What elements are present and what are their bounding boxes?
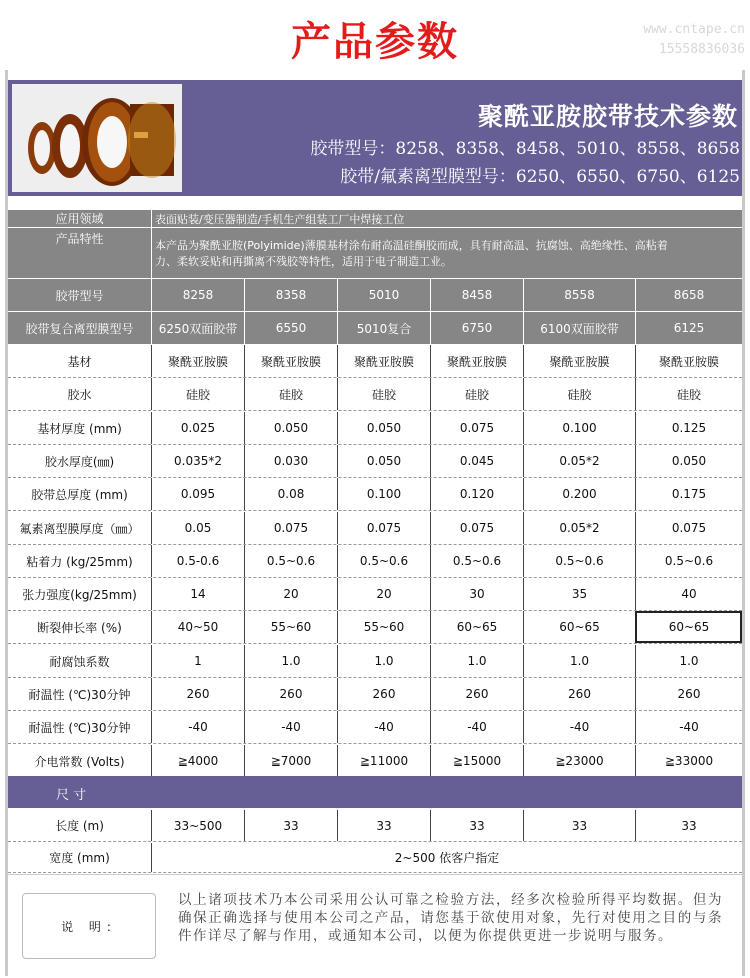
table-cell: 0.050 [244, 412, 337, 444]
table-cell: ≧11000 [337, 745, 430, 777]
table-row [8, 512, 742, 545]
row-label: 氟素离型膜厚度（㎜） [19, 521, 140, 536]
table-cell: 0.050 [635, 445, 742, 477]
table-cell: 0.05 [151, 512, 244, 544]
tape-roll-icon [12, 84, 182, 192]
table-row [8, 412, 742, 445]
table-cell: 0.045 [430, 445, 523, 477]
table-cell: 260 [430, 678, 523, 710]
size-section-header [8, 776, 742, 808]
width-row [8, 843, 742, 873]
tape-rolls-image [12, 84, 182, 192]
table-cell: 0.095 [151, 478, 244, 510]
table-row [8, 745, 742, 778]
row-label: 耐腐蚀系数 [49, 654, 110, 669]
table-cell: 40~50 [151, 611, 244, 643]
table-cell: 0.5~0.6 [635, 545, 742, 577]
table-cell: 0.05*2 [523, 445, 635, 477]
model-cell: 5010 [337, 279, 430, 311]
table-cell: 聚酰亚胺膜 [337, 345, 430, 377]
row-label: 耐温性 (℃)30分钟 [28, 720, 131, 735]
table-cell: -40 [337, 711, 430, 743]
table-cell: 硅胶 [523, 378, 635, 410]
table-cell: 0.5~0.6 [244, 545, 337, 577]
table-cell: 260 [244, 678, 337, 710]
table-cell: 20 [337, 578, 430, 610]
table-cell: 0.075 [430, 512, 523, 544]
table-cell: 20 [244, 578, 337, 610]
table-cell: 260 [635, 678, 742, 710]
application-label: 应用领域 [8, 210, 151, 227]
table-cell: 0.200 [523, 478, 635, 510]
length-cell: 33~500 [151, 810, 244, 841]
table-cell: 35 [523, 578, 635, 610]
table-cell: 40 [635, 578, 742, 610]
table-cell: 1.0 [523, 645, 635, 677]
table-cell: 260 [523, 678, 635, 710]
models-row [8, 279, 742, 311]
composite-cell: 5010复合 [337, 312, 430, 344]
application-row [8, 210, 742, 227]
row-label: 粘着力 (kg/25mm) [26, 554, 133, 569]
width-value: 2~500 依客户指定 [151, 843, 742, 872]
model-cell: 8558 [523, 279, 635, 311]
table-cell: 0.08 [244, 478, 337, 510]
table-cell: -40 [523, 711, 635, 743]
row-label: 胶带总厚度 (mm) [31, 487, 128, 502]
length-cell: 33 [337, 810, 430, 841]
table-cell: 聚酰亚胺膜 [430, 345, 523, 377]
table-row [8, 445, 742, 478]
table-row [8, 545, 742, 578]
composite-row [8, 312, 742, 344]
tape-models-line: 胶带型号：8258、8358、8458、5010、8558、8658 [310, 139, 740, 159]
note-text: 以上诸项技术乃本公司采用公认可靠之检验方法，经多次检验所得平均数据。但为确保正确选择与使用本公司之产品，请您基于欲使用对象，先行对使用之目的与条件作详尽了解与作用，或通知本公司，以便为你提供更进一步说明与服务。 [178, 892, 723, 944]
feature-value [151, 228, 742, 278]
composite-cell: 6125 [635, 312, 742, 344]
page-title: 产品参数 [291, 18, 459, 65]
table-row [8, 378, 742, 411]
table-cell: ≧23000 [523, 745, 635, 777]
row-label: 胶水厚度(㎜) [44, 454, 115, 469]
note-label: 说 明: [22, 893, 156, 959]
film-models-line: 胶带/氟素离型膜型号：6250、6550、6750、6125 [340, 167, 740, 187]
table-cell: 聚酰亚胺膜 [244, 345, 337, 377]
table-cell: 14 [151, 578, 244, 610]
table-cell: 1.0 [635, 645, 742, 677]
row-label: 断裂伸长率 (%) [37, 620, 122, 635]
table-row [8, 645, 742, 678]
composite-cell: 6750 [430, 312, 523, 344]
table-cell: 260 [151, 678, 244, 710]
table-cell: 0.5~0.6 [523, 545, 635, 577]
watermark-phone: 15558836036 [658, 42, 745, 57]
table-cell: -40 [635, 711, 742, 743]
row-label: 基材 [67, 354, 92, 369]
table-cell: 0.075 [635, 512, 742, 544]
table-cell: 0.5-0.6 [151, 545, 244, 577]
table-cell: 0.075 [337, 512, 430, 544]
table-cell: 60~65 [635, 611, 742, 643]
table-cell: 0.030 [244, 445, 337, 477]
top-banner [0, 0, 750, 68]
table-cell: 0.075 [244, 512, 337, 544]
table-row [8, 345, 742, 378]
row-label: 基材厚度 (mm) [37, 421, 122, 436]
table-cell: 硅胶 [244, 378, 337, 410]
table-cell: 260 [337, 678, 430, 710]
table-cell: 硅胶 [337, 378, 430, 410]
table-cell: 0.5~0.6 [430, 545, 523, 577]
table-cell: 硅胶 [430, 378, 523, 410]
table-cell: 0.05*2 [523, 512, 635, 544]
composite-cell: 6250双面胶带 [151, 312, 244, 344]
composite-cell: 6550 [244, 312, 337, 344]
models-label: 胶带型号 [8, 279, 151, 311]
table-cell: 0.050 [337, 412, 430, 444]
table-cell: 0.025 [151, 412, 244, 444]
table-cell: 1 [151, 645, 244, 677]
table-cell: ≧15000 [430, 745, 523, 777]
row-label: 张力强度(kg/25mm) [22, 587, 137, 602]
watermark-url: www.cntape.cn [643, 22, 745, 37]
row-label: 胶水 [67, 387, 92, 402]
length-label: 长度 (m) [55, 819, 104, 833]
table-cell: 1.0 [244, 645, 337, 677]
width-label: 宽度 (mm) [49, 851, 110, 865]
length-cell: 33 [635, 810, 742, 841]
feature-text-line: 力、柔软妥贴和再撕离不残胶等特性，适用于电子制造工业。 [155, 255, 452, 268]
table-cell: 0.5~0.6 [337, 545, 430, 577]
spec-title: 聚酰亚胺胶带技术参数 [477, 102, 738, 131]
model-cell: 8358 [244, 279, 337, 311]
table-cell: 1.0 [430, 645, 523, 677]
table-cell: 60~65 [523, 611, 635, 643]
table-cell: 硅胶 [151, 378, 244, 410]
length-cell: 33 [523, 810, 635, 841]
table-cell: 硅胶 [635, 378, 742, 410]
table-cell: 0.175 [635, 478, 742, 510]
model-cell: 8658 [635, 279, 742, 311]
table-cell: 0.050 [337, 445, 430, 477]
composite-cell: 6100双面胶带 [523, 312, 635, 344]
table-cell: 0.100 [337, 478, 430, 510]
table-cell: 60~65 [430, 611, 523, 643]
model-cell: 8458 [430, 279, 523, 311]
table-cell: 0.075 [430, 412, 523, 444]
table-cell: -40 [151, 711, 244, 743]
length-cell: 33 [244, 810, 337, 841]
row-label: 介电常数 (Volts) [34, 754, 125, 769]
table-cell: 0.120 [430, 478, 523, 510]
table-cell: 1.0 [337, 645, 430, 677]
table-cell: 0.125 [635, 412, 742, 444]
table-cell: ≧7000 [244, 745, 337, 777]
row-label: 耐温性 (℃)30分钟 [28, 687, 131, 702]
table-cell: 30 [430, 578, 523, 610]
table-row [8, 611, 742, 644]
model-cell: 8258 [151, 279, 244, 311]
table-cell: -40 [244, 711, 337, 743]
table-cell: 聚酰亚胺膜 [523, 345, 635, 377]
table-cell: 聚酰亚胺膜 [151, 345, 244, 377]
table-row [8, 578, 742, 611]
table-row [8, 678, 742, 711]
length-cell: 33 [430, 810, 523, 841]
size-section-title: 尺 寸 [56, 788, 87, 803]
table-cell: 0.035*2 [151, 445, 244, 477]
table-cell: 聚酰亚胺膜 [635, 345, 742, 377]
feature-label: 产品特性 [8, 228, 151, 278]
table-row [8, 478, 742, 511]
application-value: 表面贴装/变压器制造/手机生产组装工厂中焊接工位 [151, 210, 742, 227]
table-cell: ≧4000 [151, 745, 244, 777]
table-cell: 55~60 [244, 611, 337, 643]
composite-label: 胶带复合离型膜型号 [8, 312, 151, 344]
table-cell: -40 [430, 711, 523, 743]
table-cell: ≧33000 [635, 745, 742, 777]
feature-row [8, 228, 742, 278]
table-cell: 55~60 [337, 611, 430, 643]
table-row [8, 711, 742, 744]
table-cell: 0.100 [523, 412, 635, 444]
length-row [8, 810, 742, 842]
feature-text-line: 本产品为聚酰亚胺(Polyimide)薄膜基材涂布耐高温硅酮胶而成，具有耐高温、抗腐蚀、高绝缘性、高粘着 [155, 239, 668, 252]
